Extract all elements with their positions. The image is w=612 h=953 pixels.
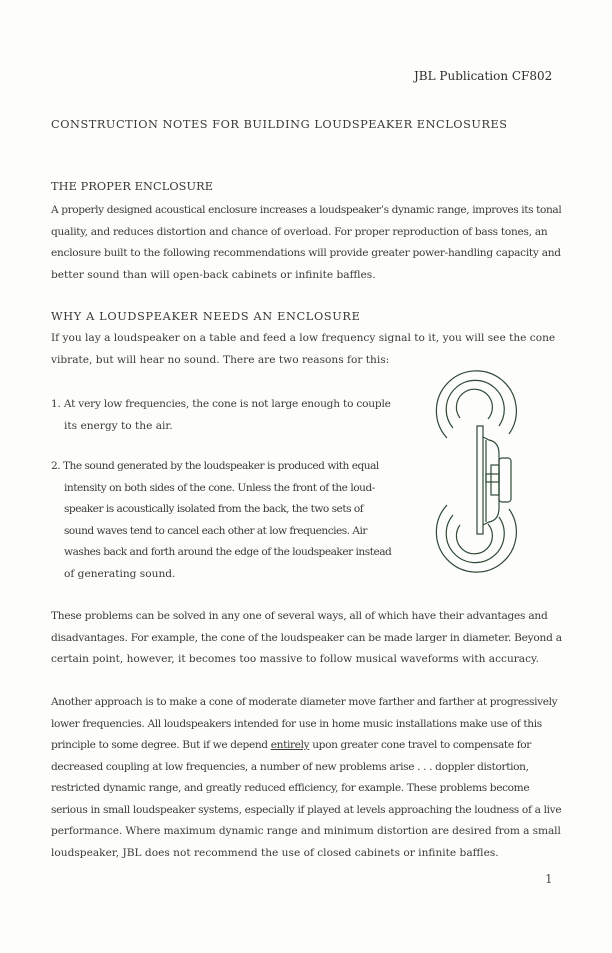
document-title: CONSTRUCTION NOTES FOR BUILDING LOUDSPEAKER ENCLOSURES: [51, 118, 508, 131]
text-line: Another approach is to make a cone of moderate diameter move farther and farther at progressively: [51, 696, 558, 708]
text-line: quality, and reduces distortion and chance of overload. For proper reproduction of bass tones, an: [51, 225, 548, 238]
text-segment: upon greater cone travel to compensate for: [309, 739, 531, 751]
text-line: performance. Where maximum dynamic range and minimum distortion are desired from a small: [51, 825, 561, 837]
text-line: washes back and forth around the edge of the loudspeaker instead: [64, 546, 392, 558]
paragraph-another-approach: [51, 692, 561, 864]
text-line: If you lay a loudspeaker on a table and feed a low frequency signal to it, you will see the cone: [51, 332, 556, 344]
text-segment: principle to some degree. But if we depend: [51, 739, 271, 751]
text-line: intensity on both sides of the cone. Unless the front of the loud-: [64, 481, 375, 494]
text-line: These problems can be solved in any one of several ways, all of which have their advantages and: [51, 610, 548, 622]
emphasized-word: entirely: [270, 739, 310, 751]
text-line: 2. The sound generated by the loudspeaker is produced with equal: [51, 460, 379, 472]
text-line: [51, 735, 561, 757]
upper-wave-middle: [446, 380, 504, 428]
lower-wave-middle: [446, 515, 504, 563]
text-line: restricted dynamic range, and greatly reduced efficiency, for example. These problems become: [51, 782, 530, 794]
text-line: decreased coupling at low frequencies, a number of new problems arise . . . doppler distortion,: [51, 760, 529, 773]
text-line: A properly designed acoustical enclosure increases a loudspeaker’s dynamic range, improves its tonal: [51, 204, 562, 216]
section-heading-proper-enclosure: THE PROPER ENCLOSURE: [51, 180, 214, 193]
text-line: speaker is acoustically isolated from the back, the two sets of: [64, 503, 364, 515]
page-number: 1: [545, 872, 553, 886]
text-line: serious in small loudspeaker systems, especially if played at levels approaching the loudness of a live: [51, 803, 562, 816]
publication-label: JBL Publication CF802: [414, 69, 553, 83]
upper-wave-inner: [456, 389, 492, 419]
text-line: of generating sound.: [64, 567, 176, 580]
text-line: lower frequencies. All loudspeakers intended for use in home music installations make use of this: [51, 717, 542, 730]
speaker-front-plate: [477, 426, 483, 534]
text-line: disadvantages. For example, the cone of the loudspeaker can be made larger in diameter. Beyond a: [51, 631, 562, 644]
text-line: certain point, however, it becomes too massive to follow musical waveforms with accuracy.: [51, 653, 539, 665]
text-line: sound waves tend to cancel each other at low frequencies. Air: [64, 524, 367, 537]
paragraph-solutions: [51, 606, 562, 671]
text-line: its energy to the air.: [64, 419, 173, 432]
speaker-magnet: [499, 458, 511, 502]
text-line: better sound than will open-back cabinets or infinite baffles.: [51, 268, 376, 281]
text-line: 1. At very low frequencies, the cone is not large enough to couple: [51, 398, 391, 410]
paragraph-proper-enclosure: [51, 200, 561, 286]
lower-wave-inner: [456, 524, 492, 554]
loudspeaker-diagram-icon: [425, 362, 545, 592]
text-line: vibrate, but will hear no sound. There are two reasons for this:: [51, 353, 390, 366]
section-heading-why-enclosure: WHY A LOUDSPEAKER NEEDS AN ENCLOSURE: [51, 310, 361, 323]
list-item-2: [51, 456, 391, 585]
text-line: enclosure built to the following recommendations will provide greater power-handling capacity and: [51, 247, 561, 259]
list-item-1: [51, 394, 391, 437]
text-line: loudspeaker, JBL does not recommend the use of closed cabinets or infinite baffles.: [51, 846, 499, 859]
